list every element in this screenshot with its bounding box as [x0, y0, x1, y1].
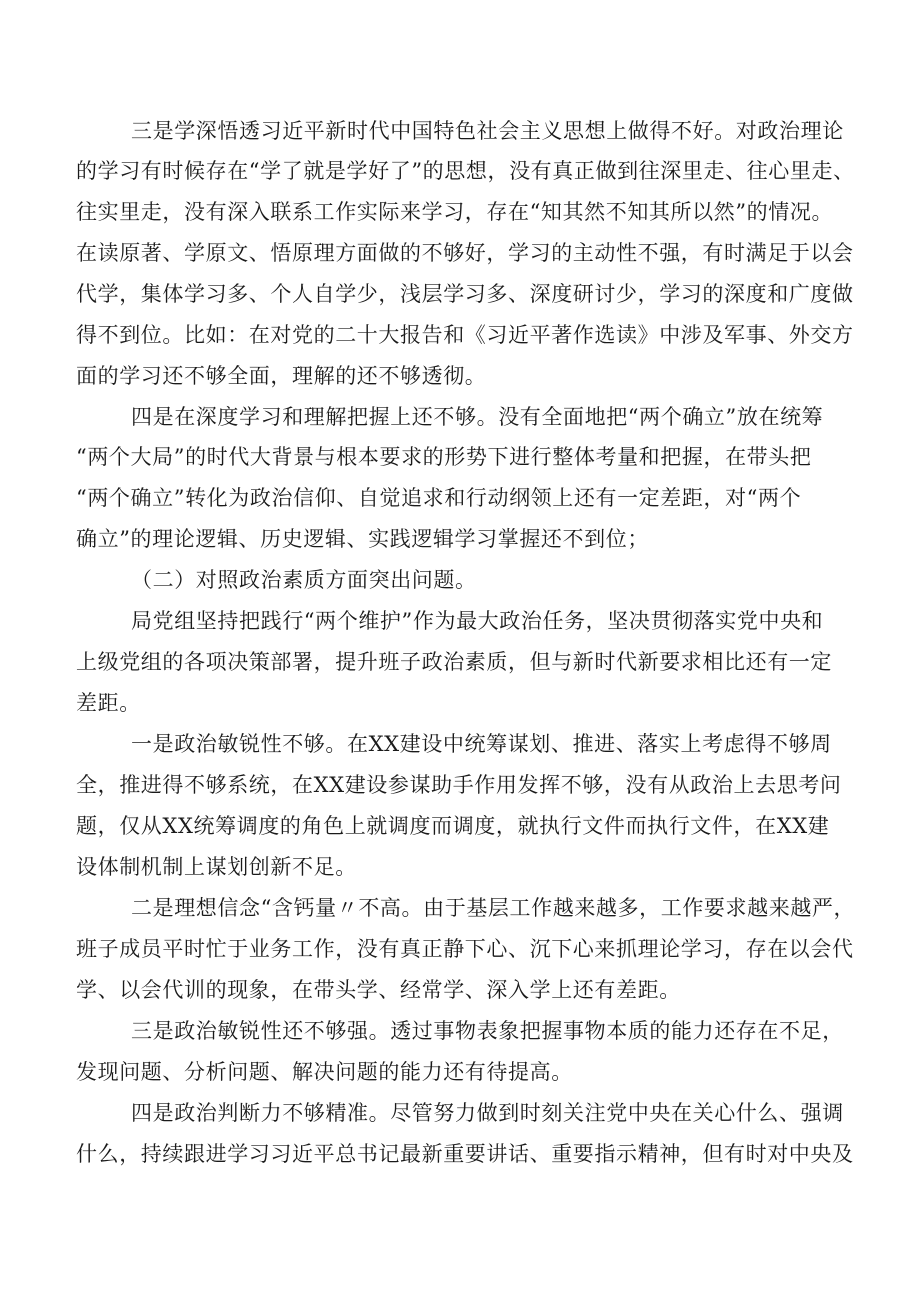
text-line: 四是在深度学习和理解把握上还不够。没有全面地把“两个确立”放在统筹: [131, 405, 824, 429]
text-line: 的学习有时候存在“学了就是学好了”的思想，没有真正做到往深里走、往心里走、: [76, 159, 855, 183]
text-line: 一是政治敏锐性不够。在XX建设中统筹谋划、推进、落实上考虑得不够周: [131, 732, 832, 756]
text-line: 四是政治判断力不够精准。尽管努力做到时刻关注党中央在关心什么、强调: [131, 1101, 844, 1125]
text-line: 代学，集体学习多、个人自学少，浅层学习多、深度研讨少，学习的深度和广度做: [76, 282, 854, 306]
text-line: 得不到位。比如：在对党的二十大报告和《习近平著作选读》中涉及军事、外交方: [76, 323, 854, 347]
text-line: 什么，持续跟进学习习近平总书记最新重要讲话、重要指示精神，但有时对中央及: [76, 1142, 854, 1166]
text-line: 三是学深悟透习近平新时代中国特色社会主义思想上做得不好。对政治理论: [131, 119, 844, 143]
text-line: 班子成员平时忙于业务工作，没有真正静下心、沉下心来抓理论学习，存在以会代: [76, 937, 854, 961]
text-line: 确立”的理论逻辑、历史逻辑、实践逻辑学习掌握还不到位；: [76, 527, 649, 551]
text-line: “两个大局”的时代大背景与根本要求的形势下进行整体考量和把握，在带头把: [76, 445, 812, 469]
text-line: 学、以会代训的现象，在带头学、经常学、深入学上还有差距。: [76, 978, 681, 1002]
text-line: 二是理想信念“含钙量〃不高。由于基层工作越来越多，工作要求越来越严，: [131, 896, 856, 920]
text-line: 在读原著、学原文、悟原理方面做的不够好，学习的主动性不强，有时满足于以会: [76, 241, 854, 265]
text-line: 发现问题、分析问题、解决问题的能力还有待提高。: [76, 1060, 573, 1084]
text-line: 题，仅从XX统筹调度的角色上就调度而调度，就执行文件而执行文件，在XX建: [76, 814, 830, 838]
text-line: 设体制机制上谋划创新不足。: [76, 855, 357, 879]
text-line: 上级党组的各项决策部署，提升班子政治素质，但与新时代新要求相比还有一定: [76, 650, 832, 674]
text-line: 三是政治敏锐性还不够强。透过事物表象把握事物本质的能力还存在不足，: [131, 1019, 844, 1043]
section-heading-text: （二）对照政治素质方面突出问题。: [131, 568, 477, 592]
text-line: 局党组坚持把践行“两个维护”作为最大政治任务，坚决贯彻落实党中央和: [131, 609, 824, 633]
text-line: 往实里走，没有深入联系工作实际来学习，存在“知其然不知其所以然”的情况。: [76, 200, 834, 224]
text-line: 差距。: [76, 691, 141, 715]
text-line: 面的学习还不够全面，理解的还不够透彻。: [76, 364, 487, 388]
text-line: “两个确立”转化为政治信仰、自觉追求和行动纲领上还有一定差距，对“两个: [76, 486, 802, 510]
text-line: 全，推进得不够系统，在XX建设参谋助手作用发挥不够，没有从政治上去思考问: [76, 773, 842, 797]
